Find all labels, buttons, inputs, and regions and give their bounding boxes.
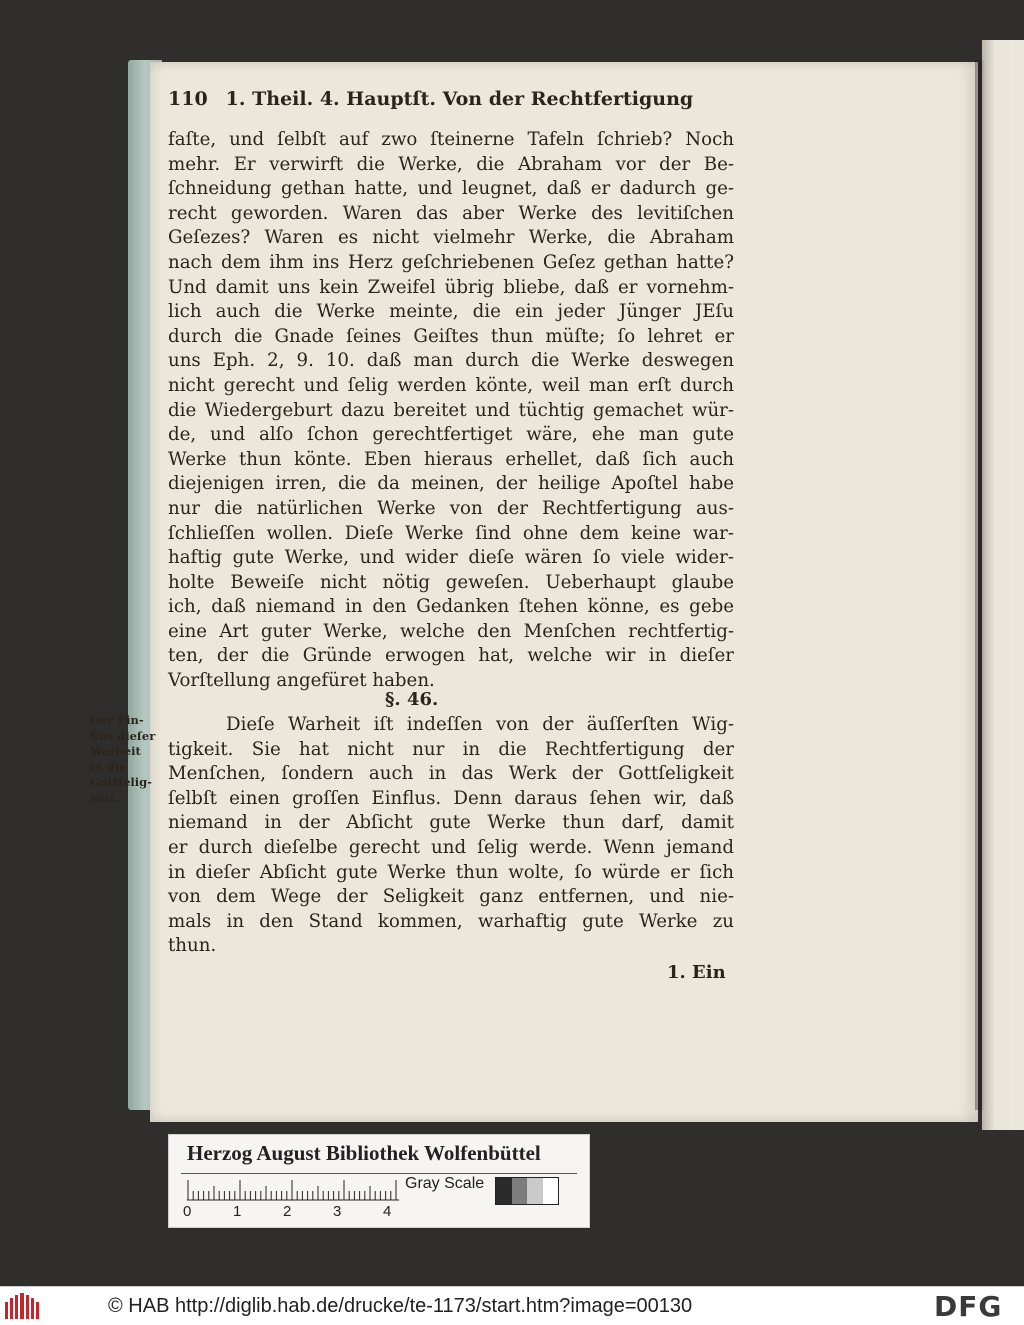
margin-note-line: keit. (90, 790, 119, 805)
ruler-scale (187, 1179, 399, 1201)
text-line: recht geworden. Waren das aber Werke des levitiſchen (168, 202, 734, 224)
ruler-number: 1 (233, 1203, 242, 1220)
text-line: diejenigen irren, die da meinen, der heilige Apoſtel habe (168, 473, 734, 495)
text-line: die Wiedergeburt dazu bereitet und tüchtig gemachet wür- (168, 399, 734, 421)
text-line: nach dem ihm ins Herz geſchriebenen Geſez gethan hatte? (168, 251, 734, 273)
ruler-number: 2 (283, 1203, 292, 1220)
text-line: Dieſe Warheit iſt indeſſen von der äuſſerſten Wig- (226, 714, 734, 735)
text-line: uns Eph. 2, 9. 10. daß man durch die Werke deswegen (168, 350, 734, 372)
dfg-logo: DFG (934, 1290, 1003, 1323)
gray-swatch (512, 1178, 528, 1204)
margin-note (90, 713, 166, 806)
text-line: ſelbſt einen groſſen Einflus. Denn daraus ſehen wir, daß (168, 787, 734, 809)
copyright-url: © HAB http://diglib.hab.de/drucke/te-1173/start.htm?image=00130 (108, 1295, 693, 1317)
hab-logo-icon (4, 1292, 40, 1320)
margin-note-line: in die (90, 759, 127, 774)
ruler-number: 3 (333, 1203, 342, 1220)
text-line: lich auch die Werke meinte, die ein jeder Jünger JEſu (168, 301, 734, 323)
text-line: faſte, und ſelbſt auf zwo ſteinerne Tafeln ſchrieb? Noch (168, 129, 734, 150)
margin-note-line: Gottſelig- (90, 775, 152, 789)
label-divider (181, 1173, 577, 1174)
footer-bar (0, 1286, 1024, 1325)
text-line: durch die Gnade ſeines Geiſtes thun müſte; ſo lehret er (168, 325, 734, 347)
text-line: haftig gute Werke, und wider dieſe wären ſo viele wider- (168, 547, 734, 569)
gray-swatch (496, 1178, 512, 1204)
text-line: Und damit uns kein Zweifel übrig bliebe, daß er vornehm- (168, 276, 734, 298)
text-line: de, und alſo ſchon gerechtfertiget wäre, ehe man gute (168, 424, 734, 446)
text-line: ſchneidung gethan hatte, und leugnet, daß er dadurch ge- (168, 178, 734, 200)
text-line: holte Beweiſe nicht nötig geweſen. Ueberhaupt glaube (168, 571, 734, 593)
text-line: Menſchen, ſondern auch in das Werk der Gottſeligkeit (168, 763, 734, 785)
ruler-number: 0 (183, 1203, 192, 1220)
margin-note-line: Der Ein- (90, 713, 144, 727)
text-line: tigkeit. Sie hat nicht nur in die Rechtfertigung der (168, 738, 734, 760)
running-head-title: 1. Theil. 4. Hauptſt. Von der Rechtfertigung (225, 88, 694, 110)
text-line: in dieſer Abſicht gute Werke thun wolte, ſo würde er ſich (168, 861, 734, 883)
gutter-shadow (975, 60, 985, 1110)
gray-scale-label: Gray Scale (405, 1175, 485, 1192)
text-line: nur die natürlichen Werke von der Rechtfertigung aus- (168, 497, 734, 519)
gray-swatch (527, 1178, 543, 1204)
library-name: Herzog August Bibliothek Wolfenbüttel (187, 1141, 541, 1165)
text-line: thun. (168, 935, 217, 957)
running-head (168, 88, 694, 110)
catchword: 1. Ein (667, 962, 726, 983)
text-line: mals in den Stand kommen, warhaftig gute Werke zu (168, 910, 734, 932)
text-line: niemand in der Abſicht gute Werke thun darf, damit (168, 812, 734, 834)
text-line: von dem Wege der Seligkeit ganz entfernen, und nie- (168, 886, 734, 908)
gray-scale-swatches (495, 1177, 559, 1205)
page-number: 110 (168, 88, 208, 110)
facing-page-edge (982, 40, 1024, 1130)
text-line: Vorſtellung angefüret haben. (168, 670, 435, 692)
text-line: Geſezes? Waren es nicht vielmehr Werke, die Abraham (168, 227, 734, 249)
library-scale-label (168, 1134, 590, 1228)
text-line: ich, daß niemand in den Gedanken ſtehen könne, es gebe (168, 596, 734, 618)
text-line: eine Art guter Werke, welche den Menſchen rechtfertig- (168, 620, 734, 642)
text-line: nicht gerecht und ſelig werden könte, weil man erſt durch (168, 374, 734, 396)
text-line: er durch dieſelbe gerecht und ſelig werde. Wenn jemand (168, 836, 734, 858)
paragraph-1 (168, 128, 734, 694)
gray-swatch (543, 1178, 559, 1204)
margin-note-line: Warheit (90, 744, 141, 758)
text-line: Werke thun könte. Eben hieraus erhellet, daß ſich auch (168, 448, 734, 470)
ruler-number: 4 (383, 1203, 392, 1220)
margin-note-line: flus dieſer (90, 728, 156, 743)
text-line: mehr. Er verwirft die Werke, die Abraham vor der Be- (168, 153, 734, 175)
text-line: ſchlieſſen wollen. Dieſe Werke ſind ohne dem keine war- (168, 522, 734, 544)
section-mark: §. 46. (385, 689, 439, 710)
paragraph-2 (168, 713, 734, 959)
text-line: ten, der die Gründe erwogen hat, welche wir in dieſer (168, 645, 734, 667)
